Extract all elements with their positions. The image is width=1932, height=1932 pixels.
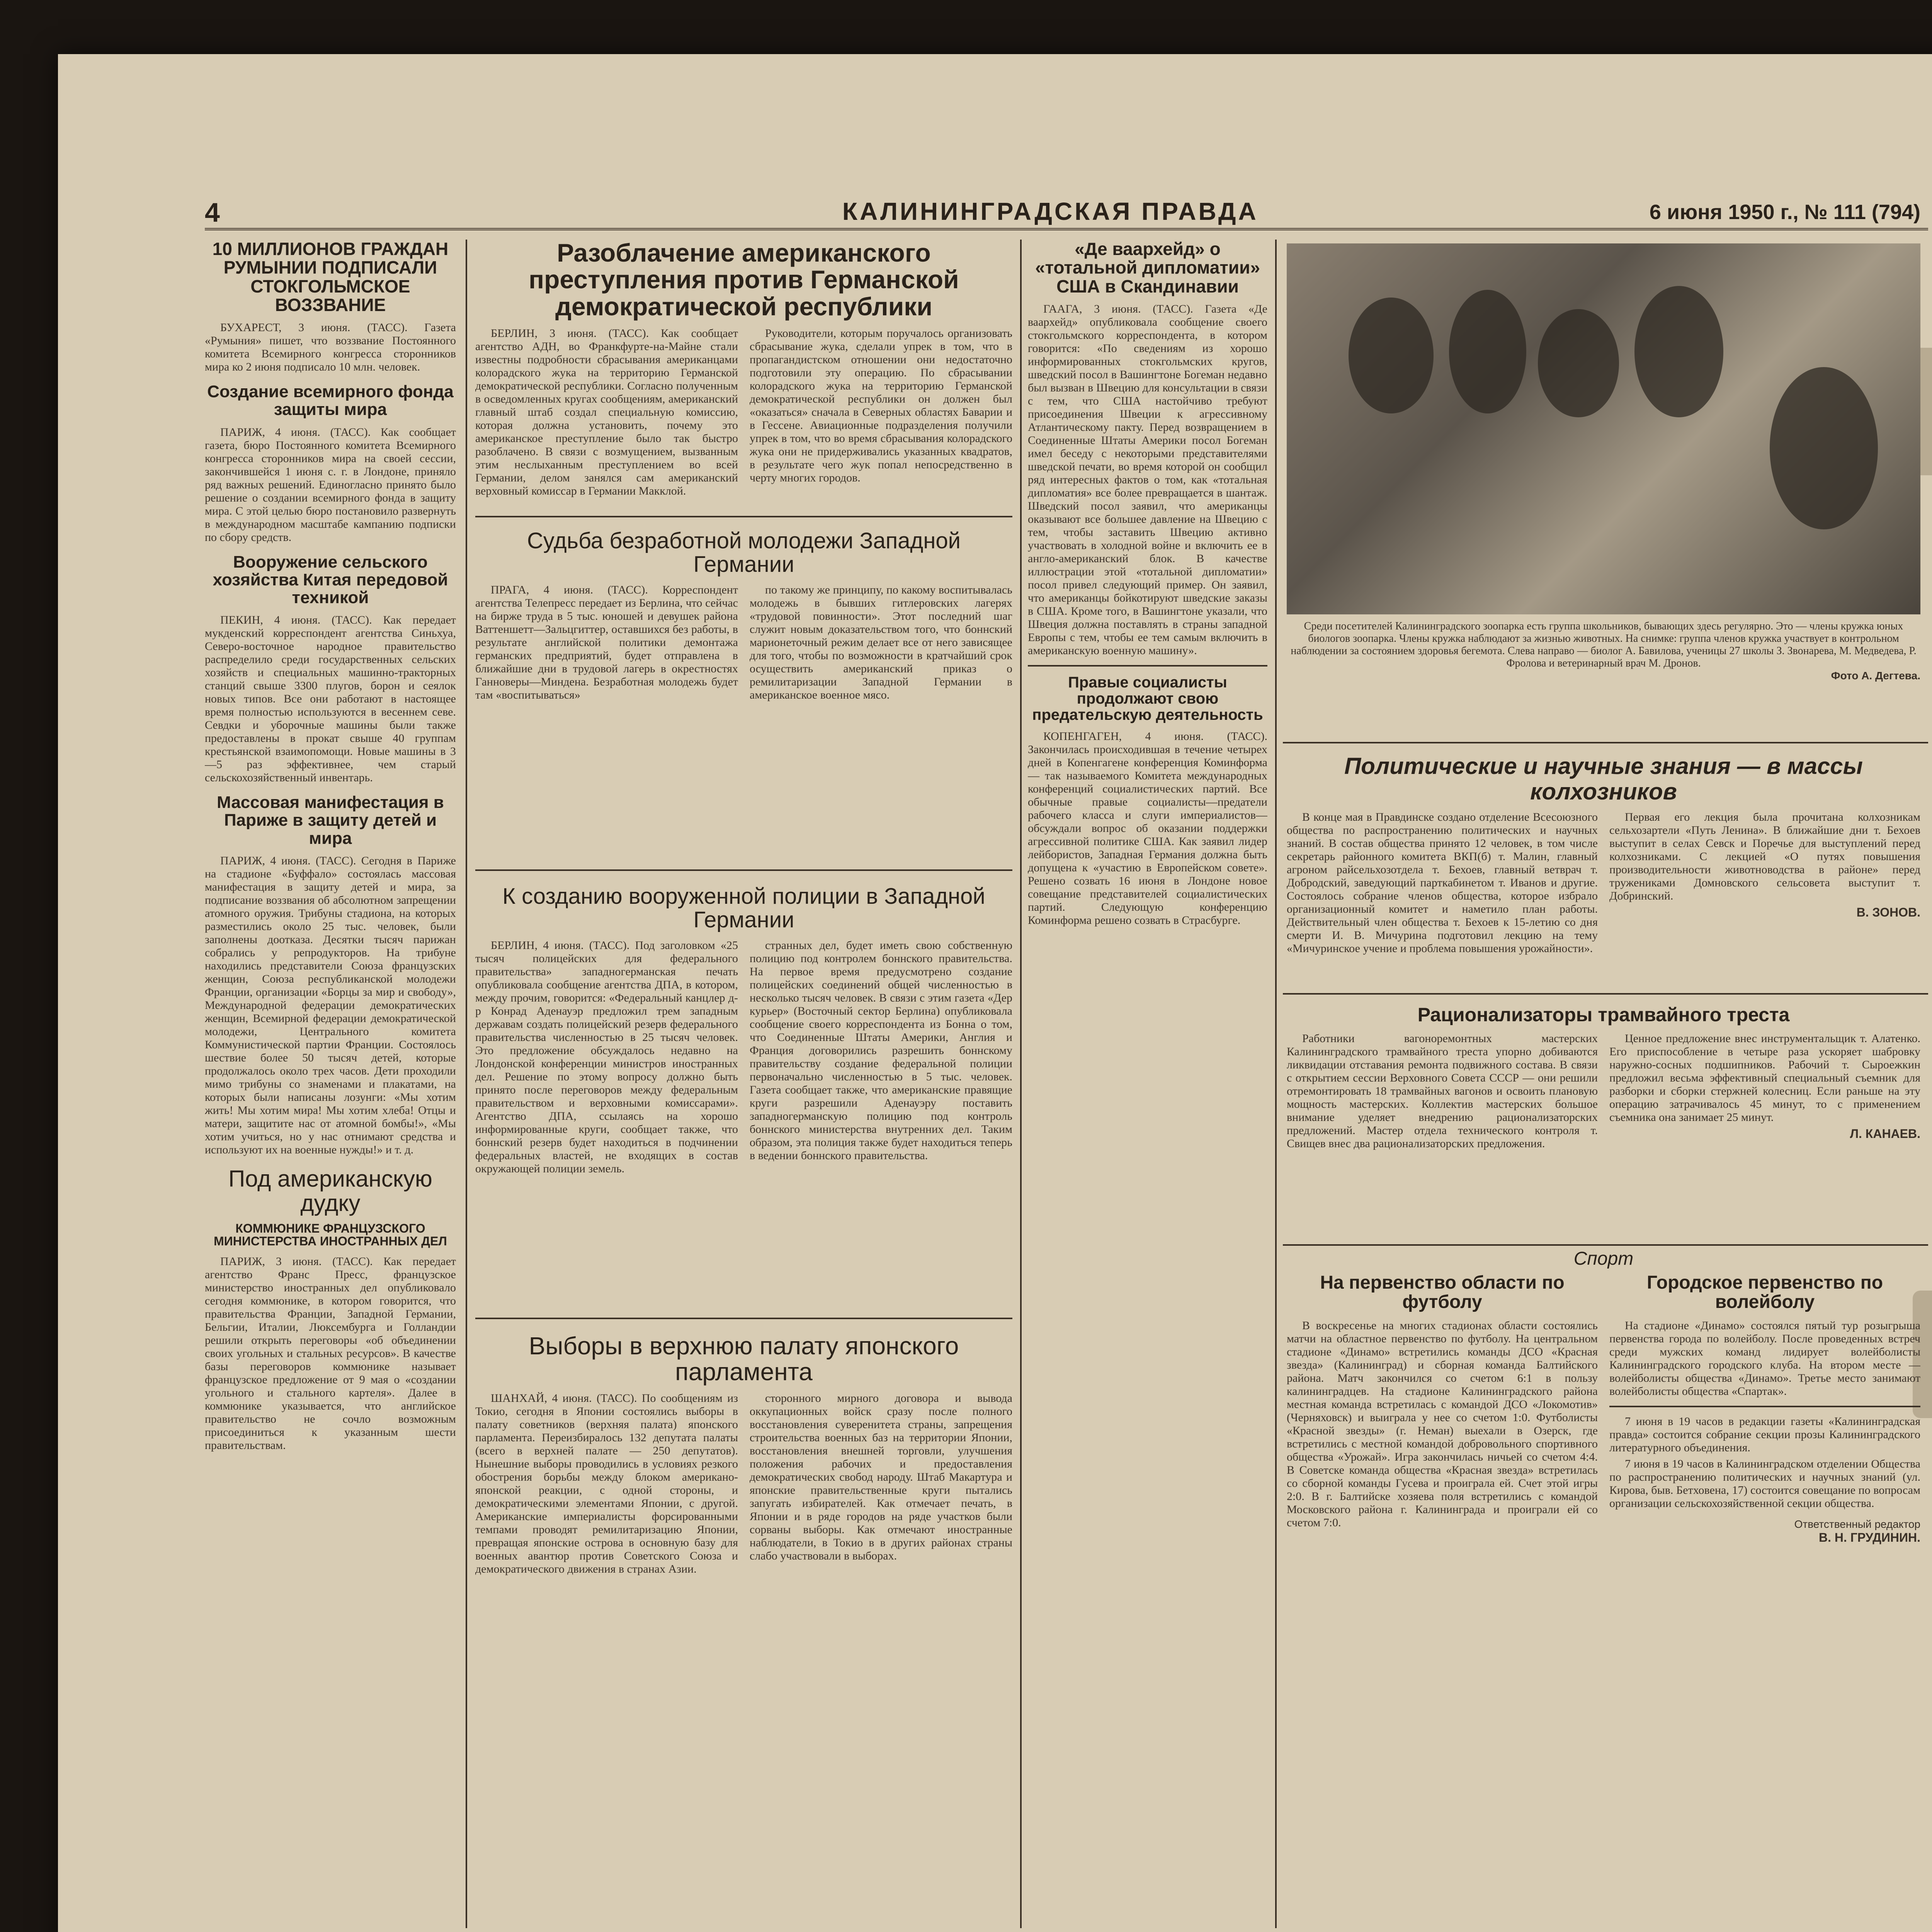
article-columns xyxy=(1287,811,1920,958)
article-text: ПАРИЖ, 4 июня. (ТАСС). Как сообщает газета, бюро Постоянного комитета Всемирного конгресса сторонников мира на своей сессии, закончившейся 1 июня с. г. в Лондоне, приняло ряд важных решений. Единогласно принято было решение о создании всемирного фонда в защиту мира. С этой целью бюро постановило развернуть в международном масштабе кампанию подписки по сбору средств. xyxy=(205,425,456,544)
article-body xyxy=(475,327,738,501)
article-columns xyxy=(1287,1032,1920,1153)
article-body xyxy=(475,1392,738,1579)
article-body xyxy=(1287,1032,1598,1153)
article-title: Вооружение сельского хозяйства Китая передовой техникой xyxy=(213,552,448,607)
article-text: БЕРЛИН, 3 июня. (ТАСС). Как сообщает агентство АДН, во Франкфурте-на-Майне стали известны подробности сбрасывания американцами колорадского жука на территорию Германской демократической республики. Согласно полученным в осведомленных кругах сообщениям, американский главный штаб создал специальную комиссию, которая должна установить, почему это американское преступление было так быстро разоблачено. В связи с возмущением, вызванным этим неслыханным преступлением во всей Германии, делом занялся сам американский верховный комиссар в Германии Макклой. xyxy=(475,327,738,497)
article-text: В воскресенье на многих стадионах области состоялись матчи на областное первенство по футболу. На центральном стадионе «Динамо» встретились команды ДСО «Красная звезда» (Калининград) и сборная команда Балтийского района. Матч закончился со счетом 6:1 в пользу калининградцев. На стадионе Калининградского района местная команда встретилась с командой ДСО «Локомотив» (Черняховск) и выиграла у нее со счетом 1:0. Футболисты «Красной звезды» (г. Неман) выехали в Озерск, где встретились с местной командой добровольного спортивного общества «Урожай». Игра закончилась ничьей со счетом 4:4. В Советске команда общества «Красная звезда» встретилась со сборной команды Гусева и проиграла ей. Счет этой игры 2:0. В г. Балтийске хозяева поля встретились с командой Московского района г. Калининграда и проиграли ей со счетом 7:0. xyxy=(1287,1319,1598,1529)
section-divider xyxy=(1283,993,1928,995)
article-columns xyxy=(475,583,1012,705)
article-body xyxy=(1609,1319,1920,1544)
article-title: На первенство области по футболу xyxy=(1320,1272,1565,1313)
article-body xyxy=(1609,811,1920,958)
article-text: КОПЕНГАГЕН, 4 июня. (ТАСС). Закончилась происходившая в течение четырех дней в Копенгагене конференция Коминформа — так называемого Комитета международных конференций социалистических партий. Все обычные правые социалисты—предатели рабочего класса и слуги империалистов—обсуждали вопрос об оказании поддержки агрессивной политике США. Как заявил лидер лейбористов, Западная Германия должна быть допущена к «участию в Европейском совете». Решено созвать 16 июня в Лондоне новое совещание представителей социалистических партий. Следующую конференцию Коминформа решено созвать в Страсбурге. xyxy=(1028,730,1267,927)
author-signature: Л. КАНАЕВ. xyxy=(1850,1126,1920,1141)
column-divider xyxy=(1020,240,1022,1928)
issue-date: 6 июня 1950 г., № 111 (794) xyxy=(1649,201,1920,224)
notice-text: 7 июня в 19 часов в Калининградском отделении Общества по распространению политических и научных знаний (ул. Кирова, быв. Бетховена, 17) состоится совещание по вопросам организации сельскохозяйственной секции общества. xyxy=(1609,1457,1920,1510)
article-columns xyxy=(475,939,1012,1179)
article-text: Руководители, которым поручалось организовать сбрасывание жука, сделали упрек в том, что в пропагандистском отношении они недостаточно подготовили эту операцию. По сбрасывании колорадского жука на территорию Германской демократической республики он должен был «оказаться» сначала в Северных областях Баварии и в Гессене. Авиационные подразделения получили упрек в том, что во время сбрасывания колорадского жука они не придерживались указанных квадратов, в результате чего жук попал непосредственно в черту многих городов. xyxy=(750,327,1012,484)
section-divider xyxy=(1283,742,1928,743)
article-body xyxy=(475,583,738,705)
photo-figure xyxy=(1349,298,1434,413)
article-text: ПЕКИН, 4 июня. (ТАСС). Как передает мукденский корреспондент агентства Синьхуа, Северо-восточное народное правительство распределило среди государственных сельских хозяйств и специальных машинно-тракторных станций свыше 3300 плугов, борон и сеялок новых типов. Все они работают в настоящее время полностью используются в весеннем севе. Севдки и уборочные машины были также предоставлены в прокат свыше 40 группам крестьянской взаимопомощи. Новые машины в 3—5 раз эффективнее, чем старый сельскохозяйственный инвентарь. xyxy=(205,614,456,784)
article-text: На стадионе «Динамо» состоялся пятый тур розыгрыша первенства города по волейболу. После проведенных встреч среди мужских команд лидирует волейболисты Калининградского городского клуба. На втором месте — волейболисты общества «Динамо». Третье место занимают волейболисты общества «Спартак». xyxy=(1609,1319,1920,1398)
editor-name: В. Н. ГРУДИНИН. xyxy=(1818,1530,1920,1544)
article-title: Рационализаторы трамвайного треста xyxy=(1417,1005,1790,1026)
article-title: Выборы в верхнюю палату японского парламента xyxy=(529,1333,959,1386)
sport-rubric: Спорт xyxy=(1573,1248,1634,1269)
article-text: ПРАГА, 4 июня. (ТАСС). Корреспондент агентства Телепресс передает из Берлина, что сейчас на бирже труда в 5 тыс. юношей и девушек района Ваттеншетт—Зальцгиттер, оставшихся без работы, в результате английской политики демонтажа германских предприятий, будет отправлена в ближайшие дни в трудовой лагерь в окрестностях Ганноверы—Миндена. Безработная молодежь будет там «воспитываться» xyxy=(475,583,738,701)
article-title: Политические и научные знания — в массы колхозников xyxy=(1344,753,1863,804)
article-body xyxy=(750,583,1012,705)
article-title: 10 МИЛЛИОНОВ ГРАЖДАН РУМЫНИИ ПОДПИСАЛИ СТОКГОЛЬМСКОЕ ВОЗЗВАНИЕ xyxy=(212,240,449,315)
article-text: сторонного мирного договора и вывода оккупационных войск сразу после полного восстановления суверенитета страны, запрещения строительства военных баз на территории Японии, восстановления внешней торговли, улучшения положения рабочих и предоставления демократических свобод народу. Штаб Макартура и японские правительственные круги пытались запугать избирателей. Как отмечает печать, в Японии и в ряде городов на ряде участков были сорваны выборы. Как отмечают иностранные наблюдатели, в Токио в в других районах страны слабо участвовали в выборах. xyxy=(750,1392,1012,1563)
article-title: Создание всемирного фонда защиты мира xyxy=(207,382,454,419)
article-text: Ценное предложение внес инструментальщик т. Алатенко. Его приспособление в четыре раза ускоряет шабровку наружно-сосных подшипников. Рабочий т. Сыроежкин предложил весьма эффективный специальный съемник для разборки и сборки стержней колесниц. Если раньше на эту операцию затрачивалось 45 минут, то с применением съемника она занимает 25 минут. xyxy=(1609,1032,1920,1124)
article-japan xyxy=(475,1333,1012,1928)
sport-columns xyxy=(1287,1273,1920,1544)
article-body xyxy=(1028,730,1267,927)
section-divider xyxy=(1609,1406,1920,1407)
article-title: «Де ваархейд» о «тотальной дипломатии» США в Скандинавии xyxy=(1035,240,1260,296)
article-police xyxy=(475,885,1012,1310)
section-divider xyxy=(475,1318,1012,1319)
article-title: К созданию вооруженной полиции в Западной Германии xyxy=(502,885,985,932)
notice-text: 7 июня в 19 часов в редакции газеты «Калининградская правда» состоится собрание секции прозы Калининградского литературного объединения. xyxy=(1609,1415,1920,1454)
sport-section xyxy=(1287,1248,1920,1928)
article-text: Работники вагоноремонтных мастерских Калининградского трамвайного треста упорно добиваются ликвидации отставания ремонта подвижного состава. В связи с открытием сессии Верховного Совета СССР — они решили отремонтировать 18 трамвайных вагонов и освоить плановую мощность мастерских. Коллектив мастерских большое внимание уделяет внедрению рационализаторских предложений. Мастер отдела технического контроля т. Свищев внес два рационализаторских предложения. xyxy=(1287,1032,1598,1150)
article-body xyxy=(1287,811,1598,958)
sport-volleyball xyxy=(1609,1273,1920,1544)
section-divider xyxy=(1283,1244,1928,1246)
article-body xyxy=(1287,1319,1598,1529)
article-text: БУХАРЕСТ, 3 июня. (ТАСС). Газета «Румыния» пишет, что воззвание Постоянного комитета Всемирного конгресса сторонников мира ко 2 июня подписало 10 млн. человек. xyxy=(205,321,456,374)
photo-figure xyxy=(1449,290,1526,413)
article-body xyxy=(1609,1032,1920,1153)
section-divider xyxy=(475,516,1012,517)
article-body xyxy=(205,1255,456,1452)
article-text: странных дел, будет иметь свою собственную полицию под контролем боннского правительства. На первое время предусмотрено создание полицейских соединений общей численностью в несколько тысяч человек. В связи с этим газета «Дер курьер» (Восточный сектор Берлина) опубликовала сообщение своего корреспондента из Бонна о том, что Соединенные Штаты Америки, Англия и Франция договорились разрешить боннскому правительству создание федеральной полиции первоначально численностью в 5 тыс. человек. Газета сообщает также, что американские правящие круги разрешили Аденауэру поставить западногерманскую полицию под контроль боннского министерства внутренних дел. Таким образом, эта полиция также будет находиться теперь в ведении боннского правительства. xyxy=(750,939,1012,1162)
author-signature: В. ЗОНОВ. xyxy=(1856,905,1920,919)
article-text: ПАРИЖ, 3 июня. (ТАСС). Как передает агентство Франс Пресс, французское министерство иностранных дел опубликовало сегодня коммюнике, в котором говорится, что правительства Франции, Западной Германии, Бельгии, Италии, Люксембурга и Голландии решили открыть переговоры «об объединении своих угольных и стальных ресурсов». В качестве базы переговоров коммюнике называет французское предложение от 9 мая о «создании угольного и стального картеля». Далее в коммюнике указывается, что английское правительство не сочло возможным присоединиться к указанным шести правительствам. xyxy=(205,1255,456,1452)
article-body xyxy=(475,939,738,1179)
column-divider xyxy=(1275,240,1277,1928)
article-body xyxy=(750,1392,1012,1579)
photo-figure xyxy=(1770,367,1878,529)
article-columns xyxy=(475,1392,1012,1579)
article-kolkhoz xyxy=(1287,753,1920,985)
article-tram xyxy=(1287,1005,1920,1236)
article-subtitle: КОММЮНИКЕ ФРАНЦУЗСКОГО МИНИСТЕРСТВА ИНОСТРАННЫХ ДЕЛ xyxy=(214,1221,447,1248)
section-divider xyxy=(1028,665,1267,667)
column-sweden xyxy=(1028,240,1267,1928)
page-number: 4 xyxy=(205,197,220,228)
article-body xyxy=(750,939,1012,1179)
article-title: Городское первенство по волейболу xyxy=(1646,1272,1883,1313)
article-text: БЕРЛИН, 4 июня. (ТАСС). Под заголовком «25 тысяч полицейских для федерального правительства» западногерманская печать опубликовала сообщение агентства ДПА, в котором, между прочим, говорится: «Федеральный канцлер д-р Конрад Аденауэр предложил трем западным державам создать полицейский резерв федерального правительства численностью в 25 тысяч человек. Это предложение обсуждалось недавно на Лондонской конференции министров иностранных дел. Решение по этому вопросу должно быть принято после переговоров между федеральным правительством и верховными комиссарами». Агентство ДПА, ссылаясь на хорошо информированные круги, сообщает также, что боннский резерв будет находиться в подчинении федеральных властей, не входящих в состав окружающей полиции земель. xyxy=(475,939,738,1175)
article-title: Правые социалисты продолжают свою предательскую деятельность xyxy=(1032,673,1263,723)
lead-article xyxy=(475,240,1012,510)
page-header xyxy=(205,193,1928,230)
editor-label: Ответственный редактор xyxy=(1794,1518,1920,1530)
zoo-photo xyxy=(1287,243,1920,614)
article-title: Под американскую дудку xyxy=(228,1165,432,1216)
newspaper-sheet xyxy=(58,54,1932,1932)
column-left xyxy=(205,240,456,1928)
article-text: по такому же принципу, по какому воспитывалась молодежь в бывших гитлеровских лагерях «трудовой повинности». Этот последний шаг служит новым доказательством того, что боннский марионеточный режим делает все от него зависящее для того, чтобы по возможности в кратчайший срок осуществить американский приказ о ремилитаризации Западной Германии в американское военное мясо. xyxy=(750,583,1012,701)
caption-text: Среди посетителей Калининградского зоопарка есть группа школьников, бывающих здесь регулярно. Это — члены кружка юных биологов зоопарка. Члены кружка наблюдают за жизнью животных. На снимке: группа членов кружка участвует в контрольном наблюдении за состоянием здоровья бегемота. Слева направо — биолог А. Бавилова, ученицы 27 школы З. Звонарева, М. Медведева, Р. Фролова и ветеринарный врач М. Дронов. xyxy=(1291,620,1917,669)
article-body xyxy=(205,426,456,544)
article-body xyxy=(750,327,1012,501)
photo-caption xyxy=(1287,620,1920,744)
article-body xyxy=(205,854,456,1156)
column-divider xyxy=(466,240,467,1928)
article-text: ШАНХАЙ, 4 июня. (ТАСС). По сообщениям из Токио, сегодня в Японии состоялись выборы в палату советников (верхняя палата) японского парламента. Переизбиралось 132 депутата палаты (всего в верхней палате — 250 депутатов). Нынешние выборы проводились в условиях резкого обострения борьбы между блоком американо-японской реакции, с одной стороны, и демократическими элементами Японии, с другой. Американские империалисты форсированными темпами проводят ремилитаризацию Японии, превращая японские острова в основную базу для военных авантюр против Советского Союза и демократического движения в странах Азии. xyxy=(475,1392,738,1576)
article-body xyxy=(1028,303,1267,657)
article-youth xyxy=(475,529,1012,862)
article-body xyxy=(205,321,456,374)
article-text: ПАРИЖ, 4 июня. (ТАСС). Сегодня в Париже на стадионе «Буффало» состоялась массовая манифестация в защиту детей и мира, за подписание воззвания об абсолютном запрещении атомного оружия. Трибуны стадиона, на которых разместились около 25 тыс. человек, были заполнены доотказа. Десятки тысяч парижан собрались у репродукторов. На трибуне находились представители Союза французских женщин, Союза республиканской молодежи Франции, организации «Борцы за мир и свободу», Международной федерации демократических женщин, Всемирной федерации демократической молодежи, Центрального комитета Коммунистической партии Франции. Состоялось шествие более 50 тысяч детей, которые продолжалось около трех часов. Дети проходили мимо трибуны со знаменами и плакатами, на которых были написаны лозунги: «Мы хотим жить! Мы хотим мира! Мы хотим хлеба! Отцы и матери, защитите нас от атомной бомбы!», «Мы хотим учиться, но у нас отнимают средства и используют их на военные нужды!» и т. д. xyxy=(205,854,456,1156)
article-text: ГААГА, 3 июня. (ТАСС). Газета «Де ваархейд» опубликовала сообщение своего стокгольмского корреспондента, в котором говорится: «По сведениям из хорошо информированных стокгольмских кругов, шведский посол в Вашингтоне Богеман недавно был вызван в Швецию для консультации в связи с тем, что США настойчиво требуют присоединения Швеции к агрессивному Атлантическому пакту. Перед возвращением в Соединенные Штаты Америки посол Богеман имел беседу с некоторыми представителями шведской печати, во время которой он сообщил ряд интересных фактов о том, как «тотальная дипломатия» все более превращается в шантаж. Шведский посол заявил, что американцы оказывают все большее давление на Швецию с тем, чтобы заставить Швецию активно участвовать в холодной войне и включить ее в англо-американский блок. В качестве иллюстрации этой «тотальной дипломатии» посол привел следующий пример. Он заявил, что американцы бойкотируют шведские заказы в США. Кроме того, в Вашингтоне указали, что Швеция должна поставлять в страны западной Европы с тем, чтобы ее тем самым включить в американскую военную машину». xyxy=(1028,302,1267,657)
lead-columns xyxy=(475,327,1012,501)
photo-figure xyxy=(1634,286,1723,417)
sport-football xyxy=(1287,1273,1598,1544)
photo-figure xyxy=(1538,309,1619,417)
article-title: Массовая манифестация в Париже в защиту детей и мира xyxy=(217,793,444,848)
article-title: Судьба безработной молодежи Западной Германии xyxy=(527,529,961,577)
newspaper-name: КАЛИНИНГРАДСКАЯ ПРАВДА xyxy=(842,197,1259,225)
article-text: В конце мая в Правдинске создано отделение Всесоюзного общества по распространению политических и научных знаний. В состав общества принято 12 человек, в том числе секретарь районного комитета ВКП(б) т. Малин, главный агроном райсельхозотдела т. Бехоев, главный ветврач т. Добродский, заведующий парткабинетом т. Иванов и другие. Состоялось собрание членов общества, которое избрало организационный комитет и наметило план работы. Действительный член общества т. Бехоев к 15-летию со дня смерти И. В. Мичурина подготовил лекцию на тему «Мичуринское учение и проблема повышения урожайности». xyxy=(1287,811,1598,955)
article-text: Первая его лекция была прочитана колхозникам сельхозартели «Путь Ленина». В ближайшие дни т. Бехоев выступит в селах Севск и Поречье для выступлений перед колхозниками. С лекцией «О путях повышения производительности животноводства в районе» перед тружениками Домновского сельсовета выступит т. Добринский. xyxy=(1609,811,1920,902)
photo-credit: Фото А. Дегтева. xyxy=(1831,670,1920,682)
section-divider xyxy=(475,869,1012,871)
newspaper-page xyxy=(205,147,1928,1932)
article-body xyxy=(205,614,456,784)
lead-title: Разоблачение американского преступления против Германской демократической республики xyxy=(529,240,959,321)
